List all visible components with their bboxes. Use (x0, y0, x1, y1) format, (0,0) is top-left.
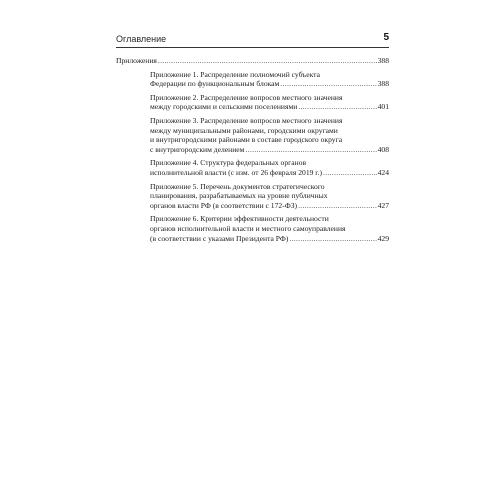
toc-entry-line: исполнительной власти (с изм. от 26 февраля 2019 г.) (150, 167, 322, 177)
toc-entry-line: органов власти РФ (в соответствии с 172-ФЗ) (150, 200, 298, 210)
toc-entry-appendix-6[interactable] (116, 214, 389, 243)
toc-entry-line: между городскими и сельскими поселениями (150, 102, 298, 112)
toc-entry-page: 424 (377, 167, 389, 177)
toc-sub-entries (116, 70, 389, 244)
toc-entry-line: Приложение 2. Распределение вопросов местного значения (150, 92, 343, 102)
toc-entry-line: Приложение 5. Перечень документов стратегического (150, 181, 325, 191)
toc-leader-dots (280, 79, 376, 89)
header-page-number: 5 (383, 32, 389, 43)
toc-leader-dots (289, 234, 376, 244)
toc-entry-line: Приложение 1. Распределение полномочий субъекта (150, 69, 320, 79)
toc-entry-line: с внутригородским делением (150, 144, 245, 154)
toc-entry-page: 388 (377, 56, 389, 65)
toc-entry-page: 408 (377, 144, 389, 154)
header-rule (116, 47, 389, 48)
toc-entry-title: Приложения (116, 56, 157, 65)
toc-entry-line: Приложение 3. Распределение вопросов местного значения (150, 115, 343, 125)
toc-entry-appendix-1[interactable] (116, 70, 389, 89)
toc-entry-appendix-3[interactable] (116, 116, 389, 154)
toc-entry-page: 429 (377, 233, 389, 243)
toc-entry-page: 401 (377, 102, 389, 112)
toc-leader-dots (245, 145, 376, 155)
toc-entry-line: Федерации по функциональным блокам (150, 79, 280, 89)
toc-entry-appendix-2[interactable] (116, 93, 389, 112)
toc-entry-page: 427 (377, 200, 389, 210)
running-header (116, 33, 389, 47)
toc-entry-line: планирования, разрабатываемых на уровне публичных (150, 191, 328, 201)
toc-entry-appendix-5[interactable] (116, 182, 389, 211)
toc-entry-line: Приложение 6. Критерии эффективности деятельности (150, 214, 329, 224)
toc-entry-appendices[interactable] (116, 56, 389, 66)
toc-entry-line: и внутригородскими районами в составе городского округа (150, 135, 343, 145)
toc-entry-appendix-4[interactable] (116, 158, 389, 177)
table-of-contents (116, 56, 389, 247)
toc-leader-dots (298, 201, 377, 211)
toc-entry-line: органов исполнительной власти и местного самоуправления (150, 223, 346, 233)
toc-entry-line: между муниципальными районами, городскими округами (150, 125, 338, 135)
toc-leader-dots (298, 102, 376, 112)
toc-leader-dots (323, 168, 377, 178)
toc-entry-line: (в соответствии с указами Президента РФ) (150, 233, 289, 243)
toc-entry-page: 388 (377, 79, 389, 89)
header-title: Оглавление (116, 34, 167, 44)
toc-entry-line: Приложение 4. Структура федеральных органов (150, 158, 307, 168)
toc-leader-dots (158, 56, 377, 66)
